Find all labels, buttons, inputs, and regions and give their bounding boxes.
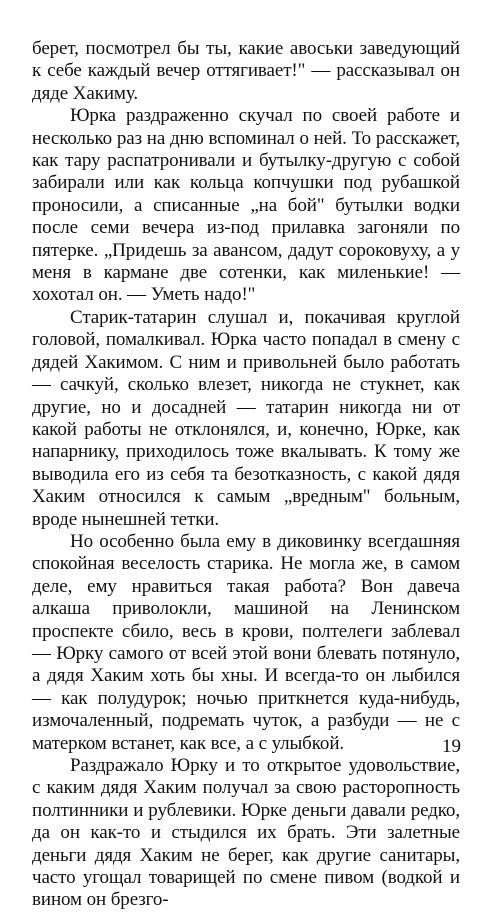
- paragraph: Но особенно была ему в диковинку всегдашняя спокойная веселость старика. Не могла же, в самом деле, ему нравиться такая работа? Вон давеча алкаша приволокли, машиной на Ленинском проспекте сбило, весь в крови, полтелеги заблевал — Юрку самого от всей этой вони блевать потянуло, а дядя Хаким хоть бы хны. И всегда-то он лыбился — как полудурок; ночью приткнется куда-нибудь, измочаленный, подремать чуток, а разбуди — не с матерком встанет, как все, а с улыбкой.: [32, 530, 460, 754]
- paragraph: Старик-татарин слушал и, покачивая круглой головой, помалкивал. Юрка часто попадал в смену с дядей Хакимом. С ним и привольней было работать — сачкуй, сколько влезет, никогда не стукнет, как другие, но и досадней — татарин никогда ни от какой работы не отклонялся, и, конечно, Юрке, как напарнику, приходилось тоже вкалывать. К тому же выводила его из себя та безотказность, с какой дядя Хаким относился к самым „вредным" больным, вроде нынешней тетки.: [32, 306, 460, 530]
- page-number: 19: [442, 736, 461, 757]
- page-text: [32, 38, 460, 912]
- paragraph: Раздражало Юрку и то открытое удовольствие, с каким дядя Хаким получал за свою расторопность полтинники и рублевики. Юрке деньги давали редко, да он как-то и стыдился их брать. Эти залетные деньги дядя Хаким не берег, как другие санитары, часто угощал товарищей по смене пивом (водкой и вином он брезго-: [32, 755, 460, 911]
- paragraph-continuation: берет, посмотрел бы ты, какие авоськи заведующий к себе каждый вечер оттягивает!" — рассказывал он дяде Хакиму.: [32, 38, 460, 104]
- paragraph: Юрка раздраженно скучал по своей работе и несколько раз на дню вспоминал о ней. То расскажет, как тару распатронивали и бутылку-другую с собой забирали или как кольца копчушки под рубашкой проносили, а списанные „на бой" бутылки водки после семи вечера из-под прилавка загоняли по пятерке. „Придешь за авансом, дадут сороковуху, а у меня в кармане две сотенки, как миленькие! — хохотал он. — Уметь надо!": [32, 105, 460, 306]
